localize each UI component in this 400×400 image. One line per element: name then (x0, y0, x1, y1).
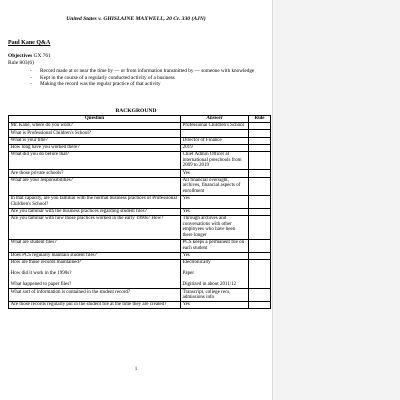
rule-cell (249, 151, 271, 169)
rule-cell (249, 208, 271, 215)
table-row (9, 215, 271, 239)
rule-cell (249, 252, 271, 259)
answer-cell: Yes (181, 208, 249, 215)
table-row (9, 252, 271, 259)
objectives-block (8, 53, 51, 67)
question-cell: Are those records regularly put in the student file at the time they are created? (9, 302, 181, 309)
rule-cell (249, 137, 271, 144)
question-cell: What are your responsibilities? (9, 177, 181, 195)
question-line: How are those records maintained? (10, 260, 82, 266)
question-cell: Does PCS regularly maintain student files? (9, 252, 181, 259)
answer-cell: Yes (181, 252, 249, 259)
table-row (9, 130, 271, 137)
rule-cell (249, 177, 271, 195)
column-header-answer: Answer (181, 116, 249, 123)
table-row (9, 144, 271, 151)
table-row (9, 302, 271, 309)
question-line: How did it work in the 1990s? (10, 271, 72, 277)
objective-item: - Making the record was the regular practice of that activity (30, 81, 262, 88)
question-cell: What are student files? (9, 239, 181, 252)
page-number: 1 (134, 367, 138, 372)
question-cell: Are those private schools? (9, 170, 181, 177)
answer-cell: Chief Admin Officer at international preschools from 2009 to 2019 (181, 151, 249, 169)
rule-cell (249, 144, 271, 151)
question-cell: How long have you worked there? (9, 144, 181, 151)
side-panel (272, 0, 400, 400)
answer-line: Paper (182, 271, 194, 277)
rule-cell (249, 215, 271, 239)
question-cell: In that capacity, are you familiar with the normal business practices of Professional Children's School? (9, 195, 181, 208)
table-row (9, 259, 271, 289)
objectives-label: Objectives (8, 53, 33, 59)
background-title: BACKGROUND (115, 108, 157, 114)
answer-line: Digitized in about 2011/12 (182, 282, 237, 288)
rule-cell (249, 130, 271, 137)
question-cell: Mr. Kane, where do you work? (9, 123, 181, 130)
table-row (9, 239, 271, 252)
answer-cell: Yes (181, 170, 249, 177)
answer-line: Electronically (182, 260, 211, 266)
objectives-line (8, 53, 51, 60)
answer-cell (181, 259, 249, 289)
table-row (9, 289, 271, 302)
objectives-rule: Rule 803(6) (8, 60, 34, 66)
column-header-rule: Rule (249, 116, 271, 123)
table-row (9, 208, 271, 215)
rule-cell (249, 195, 271, 208)
answer-cell: 2019 (181, 144, 249, 151)
objectives-exhibit: GX 761 (32, 53, 51, 59)
question-cell: What is your title? (9, 137, 181, 144)
question-cell: What sort of information is contained in the student record? (9, 289, 181, 302)
table-row (9, 123, 271, 130)
answer-cell (181, 130, 249, 137)
objectives-list (30, 68, 262, 88)
question-cell: Are you familiar with the business practices regarding student files? (9, 208, 181, 215)
column-header-question: Question (9, 116, 181, 123)
objective-item: - Kept in the course of a regularly conducted activity of a business (30, 75, 262, 82)
rule-cell (249, 302, 271, 309)
answer-cell: Professional Children's School (181, 123, 249, 130)
table-header-row (9, 116, 271, 123)
answer-cell: Director of Finance (181, 137, 249, 144)
question-line: What happened to paper files? (10, 282, 72, 288)
answer-cell: Yes (181, 195, 249, 208)
answer-cell: Transcript, college recs, admissions info (181, 289, 249, 302)
table-row (9, 195, 271, 208)
answer-cell: All financial oversight, archives, financial aspects of enrollment (181, 177, 249, 195)
table-row (9, 177, 271, 195)
rule-cell (249, 289, 271, 302)
rule-cell (249, 259, 271, 289)
table-row (9, 170, 271, 177)
objective-item: - Record made at or near the time by — or from information transmitted by — someone with knowledge (30, 68, 262, 75)
question-cell: What is Professional Children's School? (9, 130, 181, 137)
table-row (9, 151, 271, 169)
background-table (8, 115, 271, 309)
rule-cell (249, 239, 271, 252)
rule-cell (249, 170, 271, 177)
answer-cell: Through archives and conversations with other employees who have been there longer (181, 215, 249, 239)
question-cell: Are you familiar with how those practices worked in the early 1990s? How? (9, 215, 181, 239)
qa-title: Paul Kane Q&A (8, 40, 51, 46)
question-cell: What did you do before that? (9, 151, 181, 169)
case-header: United States v. GHISLAINE MAXWELL, 20 Cr. 330 (AJN) (66, 16, 206, 22)
question-cell (9, 259, 181, 289)
table-row (9, 137, 271, 144)
answer-cell: PCS keeps a permanent file on each student (181, 239, 249, 252)
rule-cell (249, 123, 271, 130)
answer-cell: Yes (181, 302, 249, 309)
